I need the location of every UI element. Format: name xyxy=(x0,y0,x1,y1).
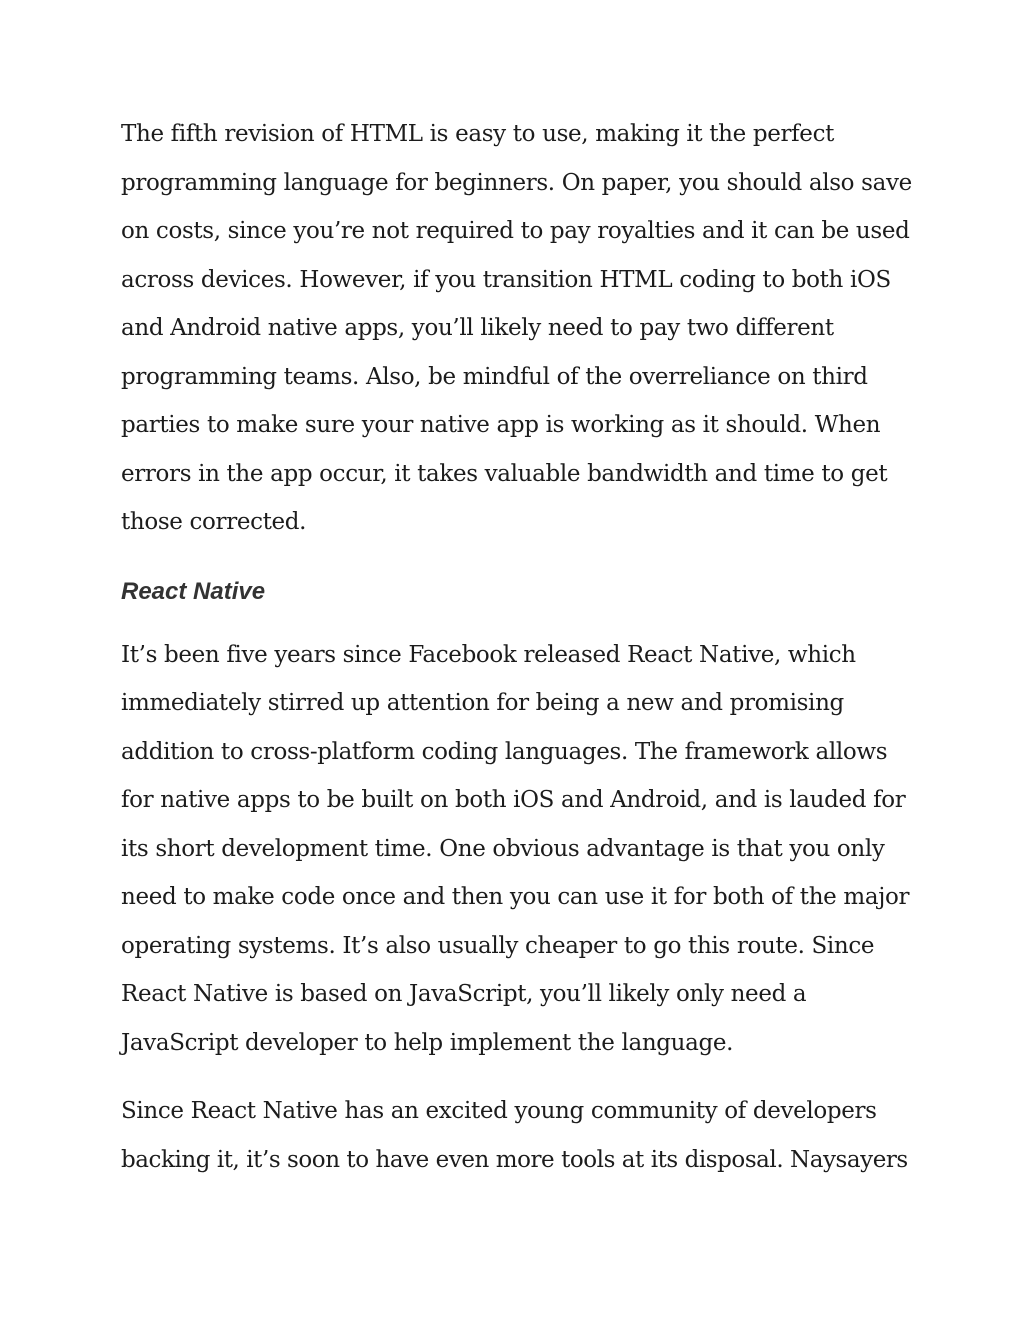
text-line: for native apps to be built on both iOS and Android, and is lauded for xyxy=(121,787,906,813)
text-line: its short development time. One obvious advantage is that you only xyxy=(121,836,885,862)
text-line: need to make code once and then you can use it for both of the major xyxy=(121,884,910,910)
text-line: errors in the app occur, it takes valuable bandwidth and time to get xyxy=(121,461,888,487)
text-line: those corrected. xyxy=(121,509,307,535)
text-line: addition to cross-platform coding languages. The framework allows xyxy=(121,739,888,765)
text-line: React Native is based on JavaScript, you’ll likely only need a xyxy=(121,981,807,1007)
text-line: programming teams. Also, be mindful of the overreliance on third xyxy=(121,364,868,390)
text-line: on costs, since you’re not required to pay royalties and it can be used xyxy=(121,218,910,244)
text-line: programming language for beginners. On paper, you should also save xyxy=(121,170,912,196)
text-line: It’s been five years since Facebook released React Native, which xyxy=(121,642,856,668)
text-line: backing it, it’s soon to have even more tools at its disposal. Naysayers xyxy=(121,1147,908,1173)
text-line: across devices. However, if you transition HTML coding to both iOS xyxy=(121,267,891,293)
text-line: The fifth revision of HTML is easy to use, making it the perfect xyxy=(121,121,834,147)
text-line: operating systems. It’s also usually cheaper to go this route. Since xyxy=(121,933,875,959)
text-line: immediately stirred up attention for being a new and promising xyxy=(121,690,844,716)
text-line: parties to make sure your native app is working as it should. When xyxy=(121,412,881,438)
text-line: and Android native apps, you’ll likely need to pay two different xyxy=(121,315,834,341)
text-line: JavaScript developer to help implement the language. xyxy=(121,1030,734,1056)
section-heading: React Native xyxy=(121,578,266,605)
text-line: Since React Native has an excited young community of developers xyxy=(121,1098,877,1124)
